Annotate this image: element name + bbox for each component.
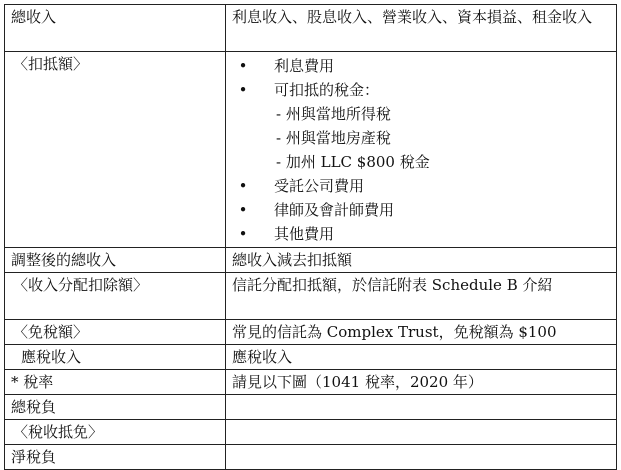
sub-item: - 州與當地所得稅 <box>276 105 391 123</box>
bullet-icon: • <box>238 81 248 99</box>
row-total-tax <box>5 395 617 420</box>
row-tax-credit <box>5 420 617 445</box>
row-taxable-income <box>5 345 617 370</box>
bullet-icon: • <box>238 201 248 219</box>
row-label: 〈扣抵額〉 <box>5 52 226 248</box>
row-value <box>226 420 617 445</box>
list-item: • 利息費用 <box>232 54 610 78</box>
row-label: 總稅負 <box>5 395 226 420</box>
row-adjusted-gross-income <box>5 248 617 273</box>
row-label: 淨稅負 <box>5 445 226 470</box>
tax-sublist <box>232 102 610 174</box>
row-net-tax <box>5 445 617 470</box>
row-value: 信託分配扣抵額，於信託附表 Schedule B 介紹 <box>226 273 617 320</box>
sub-item: - 州與當地房產稅 <box>276 129 391 147</box>
row-value: 常見的信託為 Complex Trust，免稅額為 $100 <box>226 320 617 345</box>
row-label: 應稅收入 <box>5 345 226 370</box>
bullet-icon: • <box>238 177 248 195</box>
row-label: 〈免稅額〉 <box>5 320 226 345</box>
row-label: * 稅率 <box>5 370 226 395</box>
row-value: 請見以下圖（1041 稅率，2020 年） <box>226 370 617 395</box>
row-label: 總收入 <box>5 5 226 52</box>
deduction-list <box>232 54 610 102</box>
list-item: • 受託公司費用 <box>232 174 610 198</box>
row-tax-rate <box>5 370 617 395</box>
row-distribution-deduction <box>5 273 617 320</box>
row-label: 調整後的總收入 <box>5 248 226 273</box>
tax-summary-table <box>4 4 617 470</box>
row-value: 應稅收入 <box>226 345 617 370</box>
row-label: 〈收入分配扣除額〉 <box>5 273 226 320</box>
bullet-icon: • <box>238 57 248 75</box>
list-item: • 律師及會計師費用 <box>232 198 610 222</box>
row-label: 〈稅收抵免〉 <box>5 420 226 445</box>
row-value: 總收入減去扣抵額 <box>226 248 617 273</box>
list-item: • 其他費用 <box>232 222 610 246</box>
row-value <box>226 395 617 420</box>
row-deductions <box>5 52 617 248</box>
row-value: 利息收入、股息收入、營業收入、資本損益、租金收入 <box>226 5 617 52</box>
bullet-icon: • <box>238 225 248 243</box>
sub-item: - 加州 LLC $800 稅金 <box>276 153 430 171</box>
row-exemption <box>5 320 617 345</box>
row-value <box>226 445 617 470</box>
row-value <box>226 52 617 248</box>
list-item: • 可扣抵的稅金： <box>232 78 610 102</box>
deduction-list-cont <box>232 174 610 246</box>
row-gross-income <box>5 5 617 52</box>
